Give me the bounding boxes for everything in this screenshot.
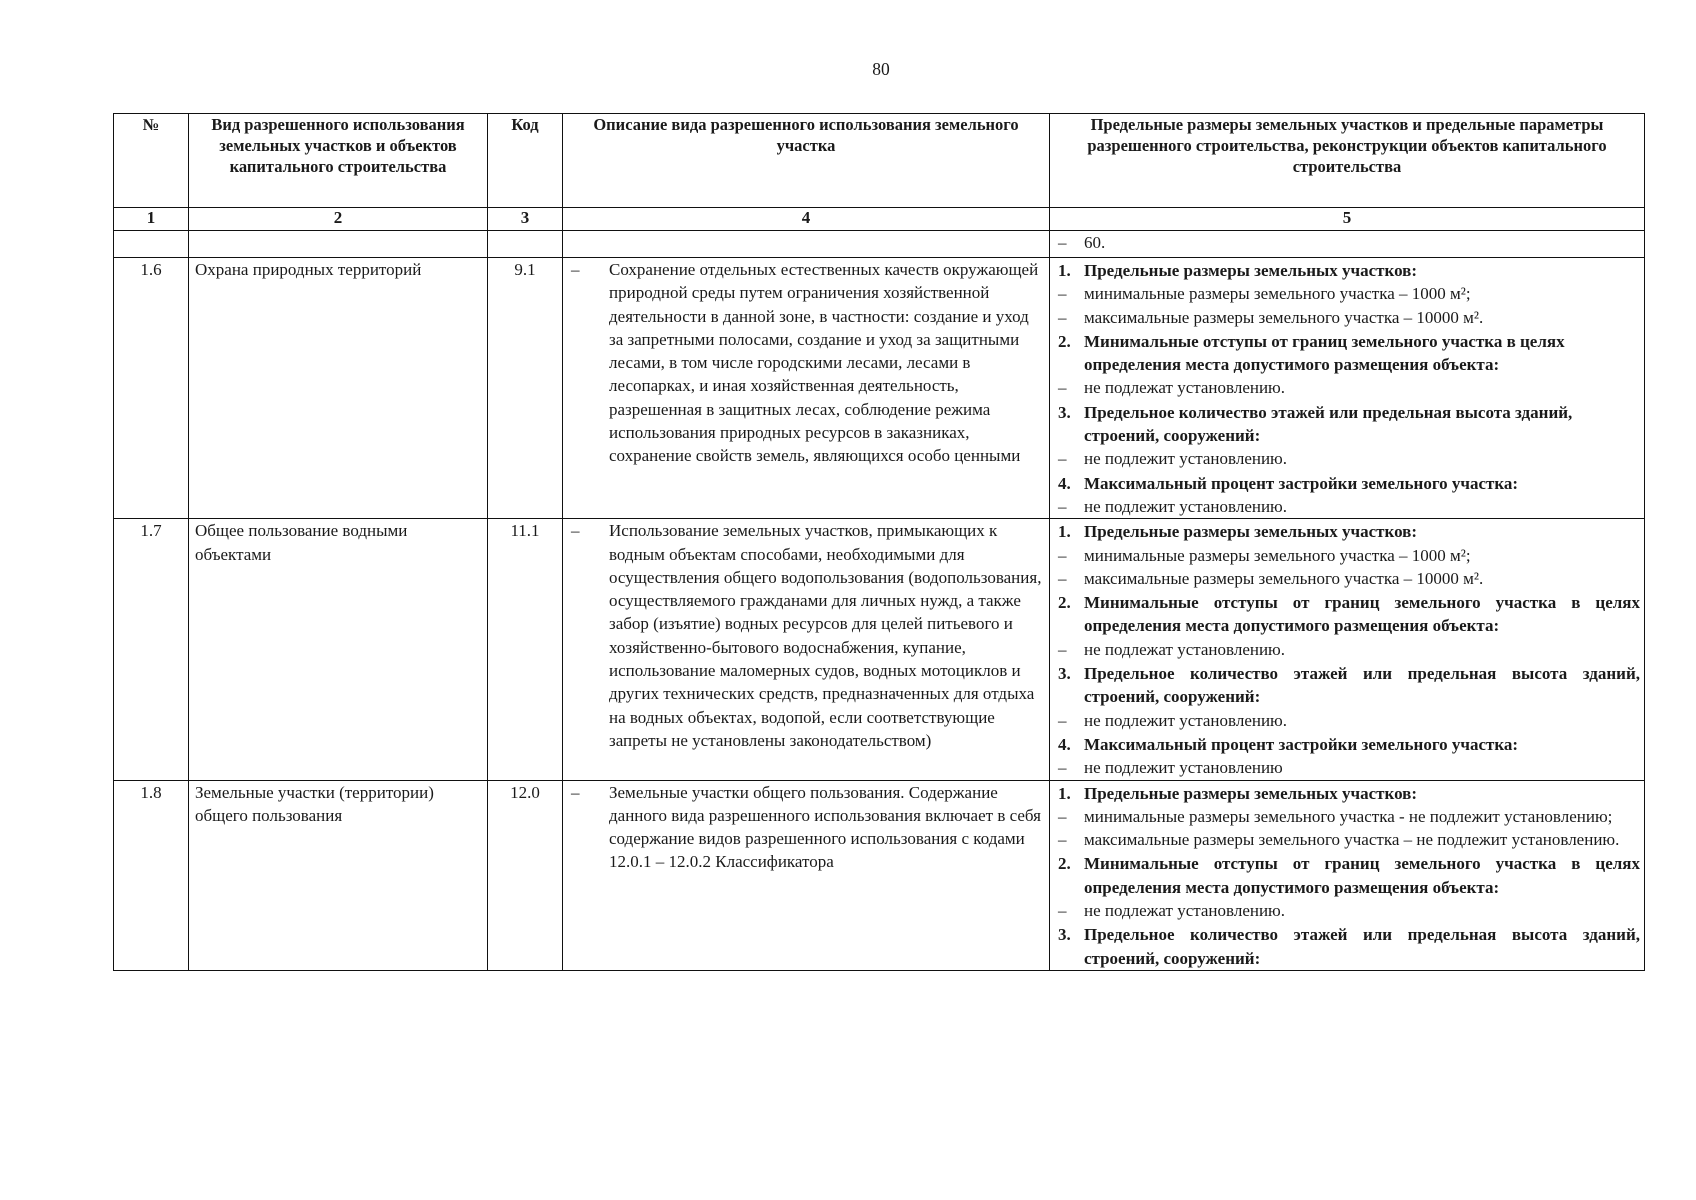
- param-marker: –: [1058, 639, 1067, 659]
- param-heading: [1054, 330, 1640, 377]
- param-text: Предельное количество этажей или предельная высота зданий, строений, сооружений:: [1084, 402, 1573, 446]
- param-line: [1054, 495, 1640, 518]
- param-marker: –: [1058, 830, 1067, 850]
- param-marker: –: [1058, 545, 1067, 565]
- row-number: 1.7: [114, 519, 189, 780]
- param-heading: [1054, 472, 1640, 495]
- param-line: [1054, 899, 1640, 922]
- page-number: 80: [872, 59, 890, 79]
- param-line: [1054, 638, 1640, 661]
- param-marker: 3.: [1058, 925, 1071, 945]
- description-text: Использование земельных участков, примыкающих к водным объектам способами, необходимыми для осуществления общего водопользования (водопользования, осуществляемого гражданами для личных нужд, а также забор (изъятие) водных ресурсов для целей питьевого и хозяйственно-бытового водоснабжения, купание, использование маломерных судов, водных мотоциклов и других технических средств, предназначенных для отдыха на водных объектах, водопой, если соответствующие запреты не установлены законодательством): [609, 521, 1042, 750]
- param-text: минимальные размеры земельного участка – 1000 м²;: [1084, 284, 1471, 304]
- description-dash: –: [571, 260, 580, 279]
- row-description: [563, 519, 1050, 780]
- description-dash: –: [571, 782, 580, 802]
- header-code: Код: [488, 114, 563, 208]
- param-heading: [1054, 662, 1640, 709]
- params-list: [1054, 231, 1640, 254]
- column-number: 1: [114, 208, 189, 231]
- param-text: не подлежит установлению: [1084, 758, 1283, 778]
- param-marker: 2.: [1058, 593, 1071, 613]
- param-text: максимальные размеры земельного участка – 10000 м².: [1084, 307, 1484, 327]
- param-marker: 4.: [1058, 734, 1071, 754]
- row-code: 11.1: [488, 519, 563, 780]
- param-marker: –: [1058, 284, 1067, 304]
- param-text: Минимальные отступы от границ земельного участка в целях определения места допустимого размещения объекта:: [1084, 593, 1640, 636]
- param-marker: –: [1058, 901, 1067, 921]
- param-text: минимальные размеры земельного участка – 1000 м²;: [1084, 545, 1471, 565]
- param-heading: [1054, 591, 1640, 638]
- param-marker: –: [1058, 710, 1067, 730]
- param-line: [1054, 231, 1640, 254]
- params-list: [1054, 259, 1640, 518]
- param-text: максимальные размеры земельного участка – не подлежит установлению.: [1084, 830, 1620, 850]
- row-params: [1050, 258, 1645, 519]
- row-params: [1050, 780, 1645, 970]
- param-text: не подлежат установлению.: [1084, 639, 1286, 659]
- row-number: 1.6: [114, 258, 189, 519]
- param-text: Максимальный процент застройки земельного участка:: [1084, 473, 1519, 493]
- param-marker: 1.: [1058, 261, 1071, 280]
- param-text: 60.: [1084, 233, 1106, 252]
- param-line: [1054, 805, 1640, 828]
- param-line: [1054, 447, 1640, 470]
- param-text: Предельные размеры земельных участков:: [1084, 783, 1418, 803]
- row-kind: Общее пользование водными объектами: [189, 519, 488, 780]
- table-row: [114, 780, 1645, 970]
- param-marker: –: [1058, 496, 1067, 516]
- param-text: Максимальный процент застройки земельного участка:: [1084, 734, 1519, 754]
- param-text: Предельные размеры земельных участков:: [1084, 522, 1418, 542]
- param-marker: –: [1058, 307, 1067, 327]
- description-dash: –: [571, 521, 580, 541]
- column-number: 5: [1050, 208, 1645, 231]
- row-code: 9.1: [488, 258, 563, 519]
- row-description: [563, 258, 1050, 519]
- param-text: максимальные размеры земельного участка – 10000 м².: [1084, 568, 1484, 588]
- params-list: [1054, 520, 1640, 779]
- param-marker: 2.: [1058, 854, 1071, 874]
- param-line: [1054, 709, 1640, 732]
- param-marker: –: [1058, 758, 1067, 778]
- column-number: 4: [563, 208, 1050, 231]
- param-marker: –: [1058, 233, 1067, 252]
- param-line: [1054, 376, 1640, 399]
- row-code: 12.0: [488, 780, 563, 970]
- param-heading: [1054, 923, 1640, 970]
- param-text: не подлежат установлению.: [1084, 378, 1286, 398]
- param-line: [1054, 282, 1640, 305]
- param-text: Минимальные отступы от границ земельного участка в целях определения места допустимого размещения объекта:: [1084, 854, 1640, 897]
- row-description: [563, 780, 1050, 970]
- row-number: 1.8: [114, 780, 189, 970]
- param-marker: 3.: [1058, 664, 1071, 684]
- column-number: 3: [488, 208, 563, 231]
- param-marker: –: [1058, 806, 1067, 826]
- param-heading: [1054, 782, 1640, 805]
- param-marker: –: [1058, 568, 1067, 588]
- description-text: Земельные участки общего пользования. Содержание данного вида разрешенного использования включает в себя содержание видов разрешенного использования с кодами 12.0.1 – 12.0.2 Классификатора: [609, 782, 1041, 872]
- param-text: не подлежат установлению.: [1084, 901, 1286, 921]
- param-text: не подлежит установлению.: [1084, 449, 1288, 469]
- param-heading: [1054, 520, 1640, 543]
- param-text: Предельное количество этажей или предельная высота зданий, строений, сооружений:: [1084, 664, 1640, 707]
- continuation-row: [114, 231, 1645, 258]
- header-kind: Вид разрешенного использования земельных участков и объектов капитального строительства: [189, 114, 488, 208]
- row-kind: Земельные участки (территории) общего пользования: [189, 780, 488, 970]
- param-marker: 4.: [1058, 473, 1071, 493]
- column-numbers-row: [114, 208, 1645, 231]
- table-row: [114, 258, 1645, 519]
- param-text: минимальные размеры земельного участка - не подлежит установлению;: [1084, 806, 1613, 826]
- header-params: Предельные размеры земельных участков и предельные параметры разрешенного строительства, реконструкции объектов капитального строительства: [1050, 114, 1645, 208]
- table-row: [114, 519, 1645, 780]
- param-line: [1054, 306, 1640, 329]
- param-marker: –: [1058, 378, 1067, 398]
- description-text: Сохранение отдельных естественных качеств окружающей природной среды путем ограничения хозяйственной деятельности в данной зоне, в частности: создание и уход за запретными полосами, создание и уход за защитными лесами, в том числе городскими лесами, лесами в лесопарках, и иная хозяйственная деятельность, разрешенная в защитных лесах, соблюдение режима использования природных ресурсов в заказниках, сохранение свойств земель, являющихся особо ценными: [609, 260, 1039, 466]
- param-text: Минимальные отступы от границ земельного участка в целях определения места допустимого размещения объекта:: [1084, 331, 1565, 375]
- header-no: №: [114, 114, 189, 208]
- param-marker: 3.: [1058, 402, 1071, 422]
- param-marker: 2.: [1058, 331, 1071, 351]
- column-number: 2: [189, 208, 488, 231]
- param-heading: [1054, 852, 1640, 899]
- params-list: [1054, 782, 1640, 970]
- param-heading: [1054, 401, 1640, 448]
- param-text: не подлежит установлению.: [1084, 710, 1288, 730]
- param-line: [1054, 828, 1640, 851]
- param-text: Предельные размеры земельных участков:: [1084, 261, 1418, 280]
- param-line: [1054, 567, 1640, 590]
- param-text: Предельное количество этажей или предельная высота зданий, строений, сооружений:: [1084, 925, 1640, 968]
- table-header-row: [114, 114, 1645, 208]
- row-params: [1050, 519, 1645, 780]
- row-kind: Охрана природных территорий: [189, 258, 488, 519]
- param-heading: [1054, 259, 1640, 282]
- param-marker: 1.: [1058, 783, 1071, 803]
- param-line: [1054, 544, 1640, 567]
- param-heading: [1054, 733, 1640, 756]
- header-description: Описание вида разрешенного использования земельного участка: [563, 114, 1050, 208]
- param-line: [1054, 756, 1640, 779]
- param-text: не подлежит установлению.: [1084, 496, 1288, 516]
- regulations-table: [113, 113, 1645, 971]
- param-marker: –: [1058, 449, 1067, 469]
- param-marker: 1.: [1058, 522, 1071, 542]
